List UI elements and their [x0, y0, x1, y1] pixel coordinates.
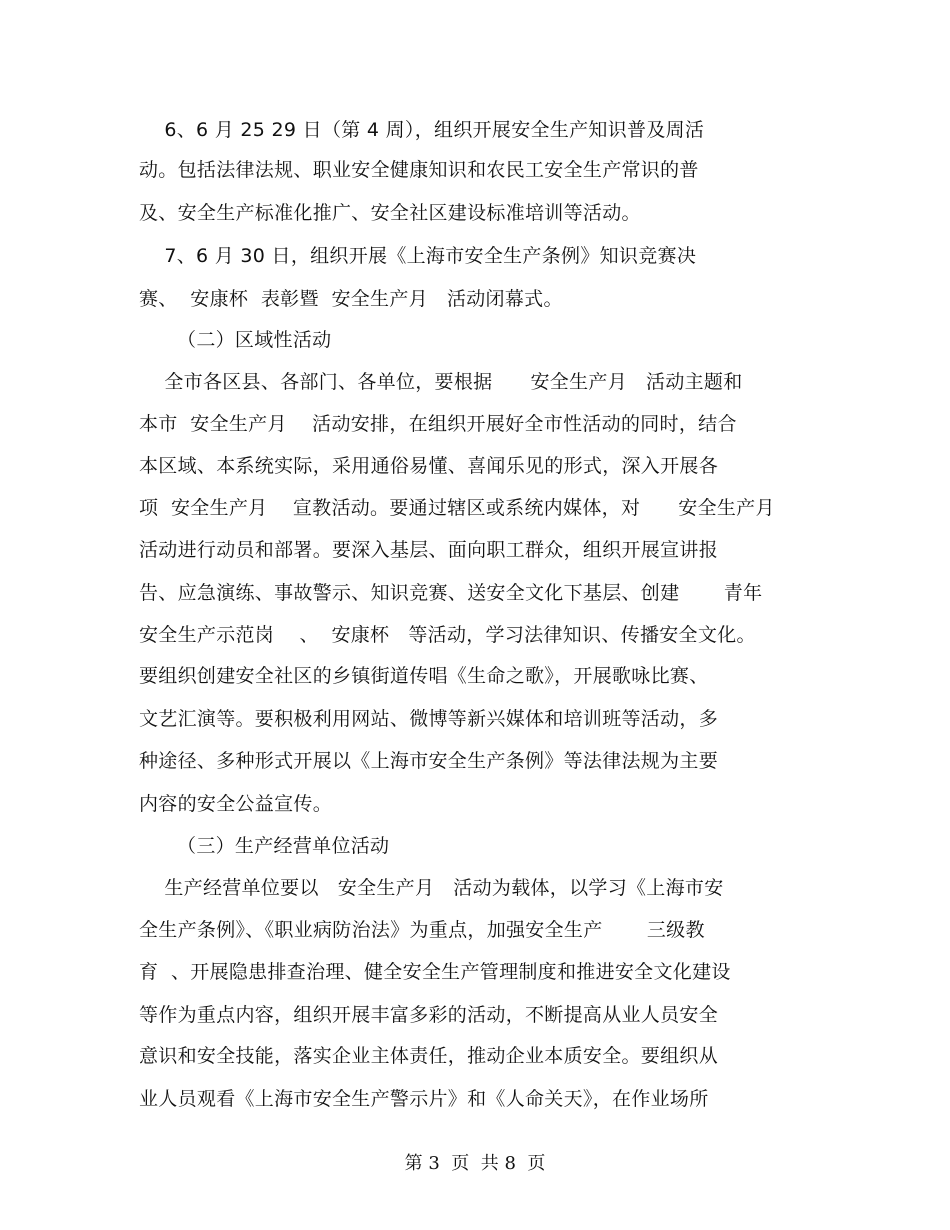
text-line: 全市各区县、各部门、各单位，要根据 安全生产月 活动主题和 — [139, 371, 743, 393]
section-heading: （三）生产经营单位活动 — [139, 835, 390, 857]
text-line: 内容的安全公益宣传。 — [139, 793, 333, 815]
text-line: 种途径、多种形式开展以《上海市安全生产条例》等法律法规为主要 — [139, 750, 719, 772]
text-line: 6、6 月 25 29 日（第 4 周），组织开展安全生产知识普及周活 — [139, 119, 705, 141]
text-line: 文艺汇演等。要积极利用网站、微博等新兴媒体和培训班等活动，多 — [139, 708, 719, 730]
text-line: 业人员观看《上海市安全生产警示片》和《人命关天》，在作业场所 — [139, 1088, 709, 1110]
text-line: 项 安全生产月 宣教活动。要通过辖区或系统内媒体，对 安全生产月 — [139, 497, 775, 519]
text-line: 全生产条例》、《职业病防治法》为重点，加强安全生产 三级教 — [139, 919, 705, 941]
text-line: 要组织创建安全社区的乡镇街道传唱《生命之歌》，开展歌咏比赛、 — [139, 665, 709, 687]
text-line: 赛、 安康杯 表彰暨 安全生产月 活动闭幕式。 — [139, 288, 563, 310]
text-line: 7、6 月 30 日，组织开展《上海市安全生产条例》知识竞赛决 — [139, 245, 697, 267]
text-line: 生产经营单位要以 安全生产月 活动为载体，以学习《上海市安 — [139, 877, 724, 899]
text-line: 安全生产示范岗 、 安康杯 等活动，学习法律知识、传播安全文化。 — [139, 624, 756, 646]
text-line: 意识和安全技能，落实企业主体责任，推动企业本质安全。要组织从 — [139, 1045, 719, 1067]
section-heading: （二）区域性活动 — [139, 329, 332, 351]
text-line: 本市 安全生产月 活动安排，在组织开展好全市性活动的同时，结合 — [139, 413, 737, 435]
page-number-footer: 第 3 页 共 8 页 — [404, 1153, 546, 1174]
text-line: 动。包括法律法规、职业安全健康知识和农民工安全生产常识的普 — [139, 159, 699, 181]
text-line: 等作为重点内容，组织开展丰富多彩的活动，不断提高从业人员安全 — [139, 1004, 719, 1026]
text-line: 告、应急演练、事故警示、知识竞赛、送安全文化下基层、创建 青年 — [139, 582, 763, 604]
text-line: 及、安全生产标准化推广、安全社区建设标准培训等活动。 — [139, 202, 641, 224]
text-line: 活动进行动员和部署。要深入基层、面向职工群众，组织开展宣讲报 — [139, 539, 719, 561]
text-line: 育 、开展隐患排查治理、健全安全生产管理制度和推进安全文化建设 — [139, 961, 731, 983]
text-line: 本区域、本系统实际，采用通俗易懂、喜闻乐见的形式，深入开展各 — [139, 455, 719, 477]
